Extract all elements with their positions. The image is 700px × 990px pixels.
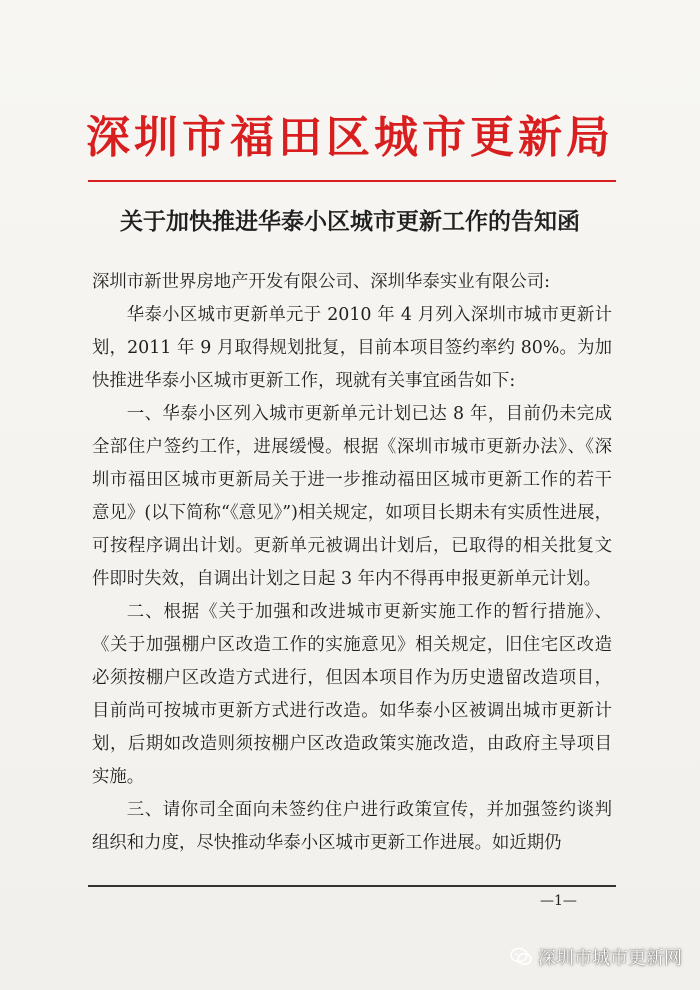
body-paragraph: 华泰小区城市更新单元于 2010 年 4 月列入深圳市城市更新计划，2011 年 9 月取得规划批复，目前本项目签约率约 80%。为加快推进华泰小区城市更新工作，现就有关事宜函告如下: bbox=[92, 305, 612, 391]
body-paragraph: 三、请你司全面向未签约住户进行政策宣传，并加强签约谈判组织和力度，尽快推动华泰小区城市更新工作进展。如近期仍 bbox=[92, 800, 612, 853]
document-body bbox=[92, 266, 612, 860]
watermark-text: 深圳市城市更新网 bbox=[538, 948, 682, 969]
document-title: 关于加快推进华泰小区城市更新工作的告知函 bbox=[120, 208, 580, 235]
page-number: —1— bbox=[540, 893, 577, 909]
body-paragraph: 一、华泰小区列入城市更新单元计划已达 8 年，目前仍未完成全部住户签约工作，进展缓慢。根据《深圳市城市更新办法》、《深圳市福田区城市更新局关于进一步推动福田区城市更新工作的若干意见》(以下简称“《意见》”)相关规定，如项目长期未有实质性进展，可按程序调出计划。更新单元被调出计划后，已取得的相关批复文件即时失效，自调出计划之日起 3 年内不得再申报更新单元计划。 bbox=[92, 404, 612, 589]
wechat-icon bbox=[510, 947, 532, 967]
body-paragraph: 二、根据《关于加强和改进城市更新实施工作的暂行措施》、《关于加强棚户区改造工作的实施意见》相关规定，旧住宅区改造必须按棚户区改造方式进行，但因本项目作为历史遗留改造项目，目前尚可按城市更新方式进行改造。如华泰小区被调出城市更新计划，后期如改造则须按棚户区改造政策实施改造，由政府主导项目实施。 bbox=[92, 602, 612, 787]
footer-rule bbox=[88, 885, 616, 887]
recipient-line: 深圳市新世界房地产开发有限公司、深圳华泰实业有限公司: bbox=[92, 272, 551, 292]
issuing-authority-header: 深圳市福田区城市更新局 bbox=[86, 112, 614, 163]
header-red-rule bbox=[88, 180, 616, 182]
watermark bbox=[510, 944, 682, 970]
